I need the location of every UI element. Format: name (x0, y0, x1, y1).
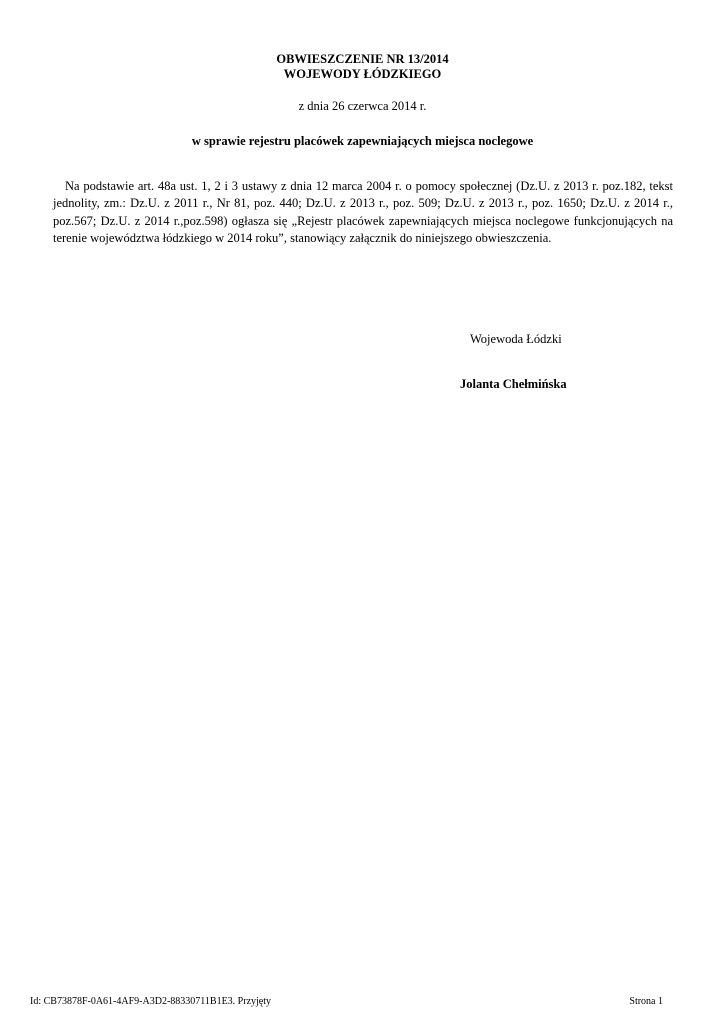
signature-name: Jolanta Chełmińska (460, 377, 567, 391)
footer-document-id: Id: CB73878F-0A61-4AF9-A3D2-88330711B1E3. Przyjęty (30, 996, 272, 1007)
title-line-1: OBWIESZCZENIE NR 13/2014 (276, 52, 449, 66)
footer-page-number: Strona 1 (629, 996, 663, 1007)
document-date: z dnia 26 czerwca 2014 r. (298, 99, 427, 113)
document-title (0, 52, 725, 82)
body-paragraph: Na podstawie art. 48a ust. 1, 2 i 3 ustawy z dnia 12 marca 2004 r. o pomocy społecznej (Dz.U. z 2013 r. poz.182, tekst jednolity, zm.: Dz.U. z 2011 r., Nr 81, poz. 440; Dz.U. z 2013 r., poz. 509; Dz.U. z 2013 r., poz. 1650; Dz.U. z 2014 r., poz.567; Dz.U. z 2014 r.,poz.598) ogłasza się „Rejestr placówek zapewniających miejsca noclegowe funkcjonujących na terenie województwa łódzkiego w 2014 roku”, stanowiący załącznik do niniejszego obwieszczenia. (53, 179, 673, 245)
document-subject: w sprawie rejestru placówek zapewniających miejsca noclegowe (191, 134, 534, 148)
title-line-2: WOJEWODY ŁÓDZKIEGO (283, 67, 442, 81)
signature-title: Wojewoda Łódzki (470, 332, 562, 346)
